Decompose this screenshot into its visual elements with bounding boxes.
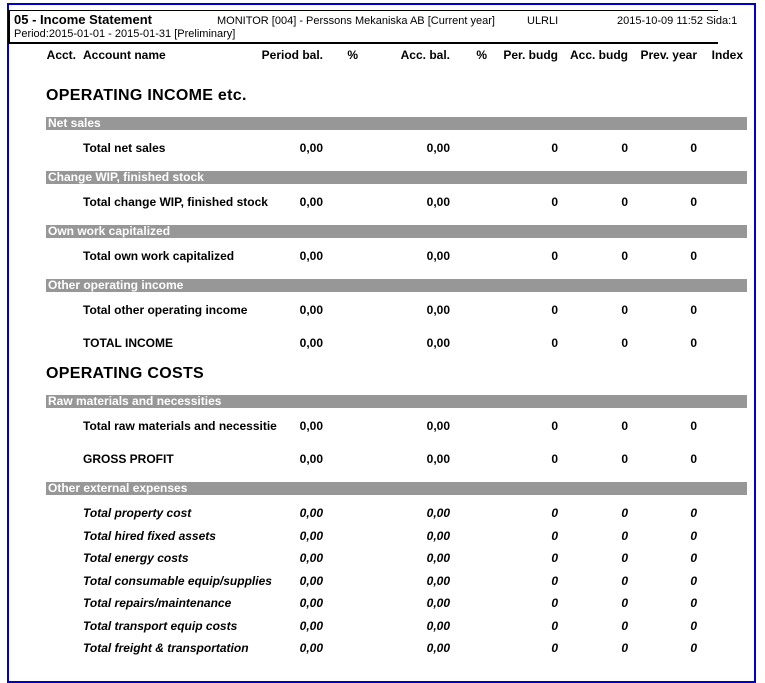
cell-index: [697, 506, 743, 520]
cell-acct: [46, 195, 76, 209]
account-total-row: [46, 249, 747, 263]
cell-period-bal: 0,00: [299, 303, 323, 317]
col-header-acc-budg: Acc. budg: [569, 48, 628, 62]
section-heading: OPERATING INCOME etc.: [46, 87, 247, 104]
cell-prev-year: 0: [690, 618, 697, 633]
cell-per-budg: 0: [551, 195, 558, 209]
cell-acc-bal: 0,00: [426, 641, 450, 655]
cell-acc-budg: 0: [621, 336, 628, 350]
section-band: Change WIP, finished stock: [46, 171, 747, 184]
account-total-row: [46, 619, 747, 633]
section-band: Other external expenses: [46, 482, 747, 495]
cell-account-name: Total hired fixed assets: [83, 528, 216, 543]
cell-acct: [46, 551, 76, 565]
cell-prev-year: 0: [690, 249, 697, 263]
cell-prev-year: 0: [690, 336, 697, 350]
cell-index: [697, 336, 743, 350]
cell-period-bal: 0,00: [299, 141, 323, 155]
company-label: MONITOR [004] - Perssons Mekaniska AB [Current year]: [217, 15, 495, 27]
cell-acct: [46, 574, 76, 588]
cell-prev-year: 0: [690, 141, 697, 155]
cell-index: [697, 452, 743, 466]
cell-per-budg: 0: [551, 641, 558, 655]
cell-acc-bal: 0,00: [426, 618, 450, 633]
cell-acc-budg: 0: [621, 596, 628, 610]
account-total-row: [46, 596, 747, 610]
cell-period-bal: 0,00: [299, 551, 323, 565]
section-band: Other operating income: [46, 279, 747, 292]
cell-pct-acc: [450, 336, 487, 350]
cell-acct: [46, 529, 76, 543]
cell-acct: [46, 141, 76, 155]
col-header-period-bal: Period bal.: [261, 48, 323, 62]
cell-acc-bal: 0,00: [426, 336, 450, 350]
cell-pct-acc: [450, 419, 487, 433]
cell-period-bal: 0,00: [299, 336, 323, 350]
cell-pct-period: [323, 452, 358, 466]
cell-acct: [46, 619, 76, 633]
cell-pct-acc: [450, 141, 487, 155]
cell-period-bal: 0,00: [299, 195, 323, 209]
cell-acc-budg: 0: [621, 528, 628, 543]
col-header-pct-acc: %: [476, 48, 487, 62]
cell-acct: [46, 336, 76, 350]
report-title: 05 - Income Statement: [14, 12, 152, 27]
cell-index: [697, 574, 743, 588]
cell-prev-year: 0: [690, 195, 697, 209]
cell-per-budg: 0: [551, 551, 558, 565]
section-heading: OPERATING COSTS: [46, 365, 204, 382]
cell-acc-bal: 0,00: [426, 551, 450, 565]
col-header-index: Index: [711, 48, 743, 62]
cell-acc-budg: 0: [621, 141, 628, 155]
col-header-account-name: Account name: [83, 48, 166, 62]
cell-per-budg: 0: [551, 596, 558, 610]
cell-index: [697, 249, 743, 263]
col-header-acct: Acct.: [46, 48, 76, 62]
section-band: Net sales: [46, 117, 747, 130]
cell-per-budg: 0: [551, 303, 558, 317]
cell-acc-bal: 0,00: [426, 452, 450, 466]
cell-pct-period: [323, 551, 358, 565]
summary-row: [46, 336, 747, 350]
account-total-row: [46, 506, 747, 520]
cell-pct-period: [323, 336, 358, 350]
cell-period-bal: 0,00: [299, 452, 323, 466]
cell-account-name: Total freight & transportation: [83, 641, 249, 655]
summary-row: [46, 452, 747, 466]
cell-per-budg: 0: [551, 336, 558, 350]
cell-pct-acc: [450, 529, 487, 543]
cell-pct-period: [323, 195, 358, 209]
cell-index: [697, 619, 743, 633]
cell-period-bal: 0,00: [299, 618, 323, 633]
cell-per-budg: 0: [551, 452, 558, 466]
cell-pct-period: [323, 574, 358, 588]
cell-pct-period: [323, 641, 358, 655]
cell-period-bal: 0,00: [299, 419, 323, 433]
column-header-row: [46, 48, 747, 62]
cell-acc-budg: 0: [621, 573, 628, 588]
cell-pct-period: [323, 303, 358, 317]
cell-acct: [46, 249, 76, 263]
cell-pct-acc: [450, 596, 487, 610]
cell-per-budg: 0: [551, 419, 558, 433]
cell-acc-bal: 0,00: [426, 141, 450, 155]
cell-acc-bal: 0,00: [426, 195, 450, 209]
account-total-row: [46, 529, 747, 543]
cell-acc-bal: 0,00: [426, 573, 450, 588]
cell-per-budg: 0: [551, 141, 558, 155]
cell-acct: [46, 641, 76, 655]
col-header-per-budg: Per. budg: [503, 48, 558, 62]
cell-pct-acc: [450, 551, 487, 565]
cell-pct-acc: [450, 574, 487, 588]
cell-per-budg: 0: [551, 506, 558, 520]
cell-pct-acc: [450, 506, 487, 520]
cell-acct: [46, 506, 76, 520]
cell-per-budg: 0: [551, 618, 558, 633]
cell-acc-bal: 0,00: [426, 506, 450, 520]
cell-prev-year: 0: [690, 641, 697, 655]
col-header-acc-bal: Acc. bal.: [400, 48, 450, 62]
cell-acc-budg: 0: [621, 506, 628, 520]
account-total-row: [46, 141, 747, 155]
cell-period-bal: 0,00: [299, 573, 323, 588]
cell-index: [697, 195, 743, 209]
cell-period-bal: 0,00: [299, 506, 323, 520]
cell-index: [697, 419, 743, 433]
cell-index: [697, 596, 743, 610]
cell-account-name: Total own work capitalized: [83, 249, 235, 263]
cell-acc-budg: 0: [621, 419, 628, 433]
cell-period-bal: 0,00: [299, 596, 323, 610]
report-period: Period:2015-01-01 - 2015-01-31 [Preliminary]: [14, 28, 236, 40]
cell-pct-period: [323, 619, 358, 633]
cell-period-bal: 0,00: [299, 641, 323, 655]
cell-index: [697, 641, 743, 655]
cell-acc-budg: 0: [621, 303, 628, 317]
cell-acct: [46, 452, 76, 466]
col-header-prev-year: Prev. year: [640, 48, 697, 62]
cell-acct: [46, 419, 76, 433]
cell-account-name: TOTAL INCOME: [83, 336, 173, 350]
cell-prev-year: 0: [690, 506, 697, 520]
cell-account-name: Total repairs/maintenance: [83, 596, 232, 610]
cell-acct: [46, 303, 76, 317]
cell-account-name: Total consumable equip/supplies: [83, 573, 272, 588]
cell-pct-acc: [450, 249, 487, 263]
cell-pct-period: [323, 596, 358, 610]
account-total-row: [46, 303, 747, 317]
col-header-pct-period: %: [347, 48, 358, 62]
cell-acc-budg: 0: [621, 452, 628, 466]
cell-pct-period: [323, 249, 358, 263]
report-header-box: [8, 10, 738, 44]
cell-account-name: Total net sales: [83, 141, 166, 155]
cell-acc-budg: 0: [621, 249, 628, 263]
cell-acc-bal: 0,00: [426, 249, 450, 263]
cell-account-name: Total other operating income: [83, 303, 248, 317]
cell-account-name: Total energy costs: [83, 551, 189, 565]
cell-acc-bal: 0,00: [426, 419, 450, 433]
report-body: [46, 48, 747, 655]
cell-acc-bal: 0,00: [426, 596, 450, 610]
cell-acc-budg: 0: [621, 195, 628, 209]
cell-per-budg: 0: [551, 573, 558, 588]
cell-pct-period: [323, 141, 358, 155]
cell-acc-budg: 0: [621, 551, 628, 565]
cell-index: [697, 529, 743, 543]
cell-pct-acc: [450, 195, 487, 209]
cell-pct-acc: [450, 303, 487, 317]
section-band: Own work capitalized: [46, 225, 747, 238]
datetime-page-label: 2015-10-09 11:52 Sida:1: [617, 15, 738, 27]
cell-account-name: Total transport equip costs: [83, 618, 238, 633]
account-total-row: [46, 574, 747, 588]
cell-pct-period: [323, 529, 358, 543]
section-band: Raw materials and necessities: [46, 395, 747, 408]
cell-index: [697, 303, 743, 317]
account-total-row: [46, 641, 747, 655]
cell-prev-year: 0: [690, 596, 697, 610]
cell-account-name: Total property cost: [83, 506, 192, 520]
cell-acc-bal: 0,00: [426, 303, 450, 317]
account-total-row: [46, 419, 747, 433]
cell-acc-bal: 0,00: [426, 528, 450, 543]
cell-period-bal: 0,00: [299, 249, 323, 263]
cell-pct-period: [323, 419, 358, 433]
account-total-row: [46, 551, 747, 565]
cell-index: [697, 551, 743, 565]
cell-prev-year: 0: [690, 419, 697, 433]
user-label: ULRLI: [527, 15, 559, 27]
cell-period-bal: 0,00: [299, 528, 323, 543]
cell-prev-year: 0: [690, 551, 697, 565]
cell-prev-year: 0: [690, 303, 697, 317]
cell-pct-acc: [450, 641, 487, 655]
cell-account-name: Total change WIP, finished stock: [83, 195, 268, 209]
cell-pct-acc: [450, 452, 487, 466]
cell-per-budg: 0: [551, 528, 558, 543]
cell-index: [697, 141, 743, 155]
account-total-row: [46, 195, 747, 209]
cell-acc-budg: 0: [621, 641, 628, 655]
cell-prev-year: 0: [690, 452, 697, 466]
cell-pct-acc: [450, 619, 487, 633]
cell-acc-budg: 0: [621, 618, 628, 633]
cell-pct-period: [323, 506, 358, 520]
cell-acct: [46, 596, 76, 610]
cell-account-name: GROSS PROFIT: [83, 452, 174, 466]
cell-per-budg: 0: [551, 249, 558, 263]
cell-prev-year: 0: [690, 528, 697, 543]
cell-prev-year: 0: [690, 573, 697, 588]
cell-account-name: Total raw materials and necessitie: [83, 419, 277, 433]
